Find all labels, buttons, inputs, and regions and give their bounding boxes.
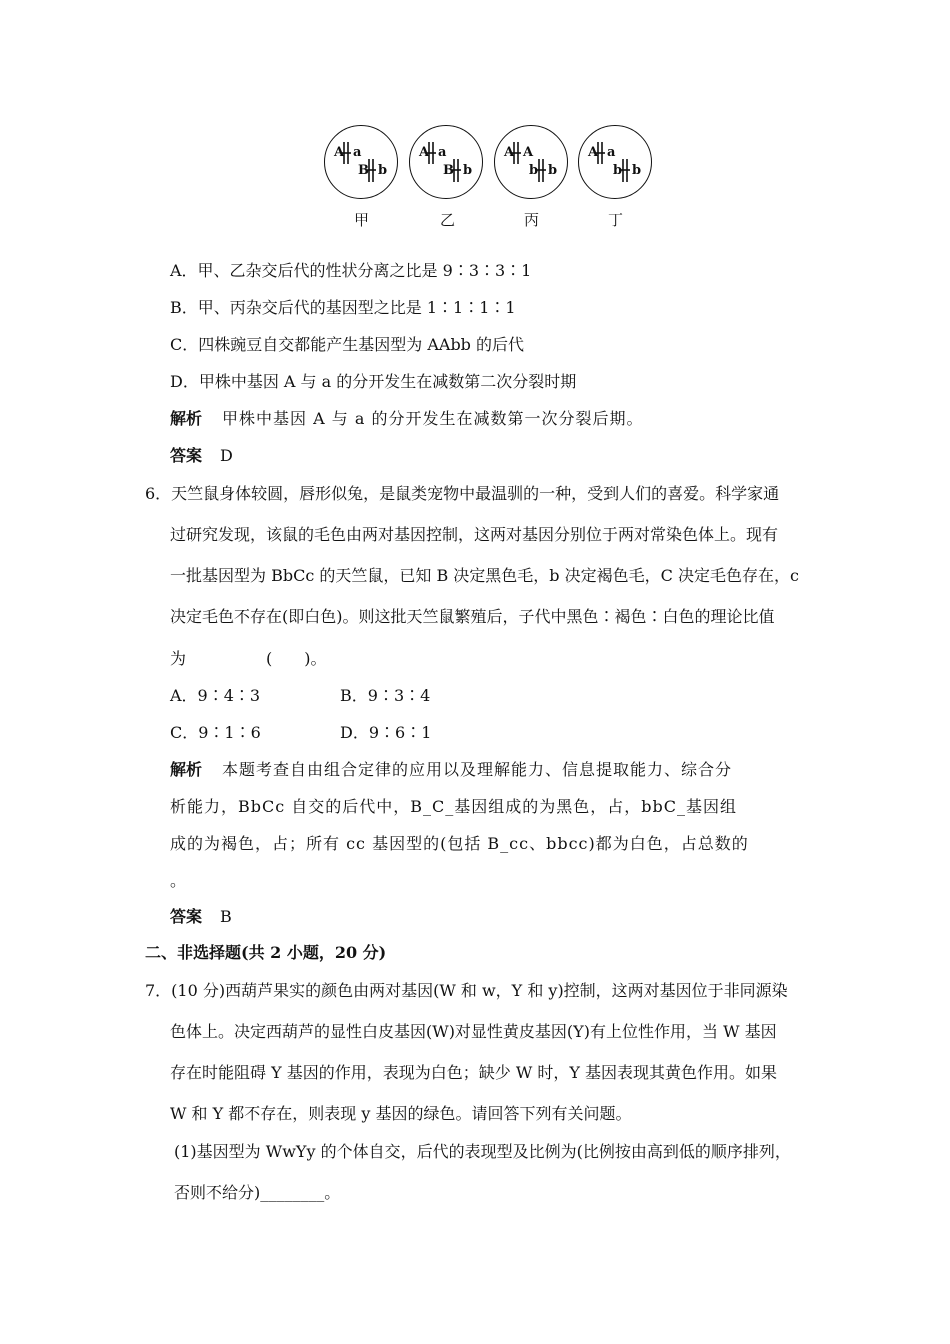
q6-stem-line: 6．天竺鼠身体较圆，唇形似兔，是鼠类宠物中最温驯的一种，受到人们的喜爱。科学家通 [145,484,780,503]
q7-sub1-line: (1)基因型为 WwYy 的个体自交，后代的表现型及比例为(比例按由高到低的顺序排列， [174,1142,791,1161]
cell-yi [409,125,483,199]
q7-stem-line: 存在时能阻碍 Y 基因的作用，表现为白色；缺少 W 时，Y 基因表现其黄色作用。如果 [170,1063,778,1082]
allele-label: a [438,145,447,160]
allele-label: b [378,163,388,178]
q5-option-d: D．甲株中基因 A 与 a 的分开发生在减数第二次分裂时期 [170,372,577,391]
allele-label: B [358,163,369,178]
allele-label: b [548,163,558,178]
q6-analysis [170,762,732,778]
q7-stem-line: 7．(10 分)西葫芦果实的颜色由两对基因(W 和 w，Y 和 y)控制，这两对基因位于非同源染 [145,981,788,1000]
analysis-text: 甲株中基因 A 与 a 的分开发生在减数第一次分裂后期。 [222,409,644,428]
analysis-text: 本题考查自由组合定律的应用以及理解能力、信息提取能力、综合分 [222,760,733,779]
q6-answer [170,909,232,925]
answer-label: 答案 [170,907,203,926]
cell-name: 乙 [440,211,456,229]
allele-label: b [613,163,623,178]
q6-analysis-line: 析能力，BbCc 自交的后代中，B_C_基因组成的为黑色，占，bbC_基因组 [170,797,738,816]
cell-name: 丙 [524,211,540,229]
allele-label: A [588,145,599,160]
answer-value: B [220,907,232,926]
allele-label: A [504,145,515,160]
allele-label: b [463,163,473,178]
analysis-label: 解析 [170,409,203,428]
cell-ding [578,125,652,199]
answer-label: 答案 [170,446,203,465]
cell-jia [324,125,398,199]
allele-label: B [443,163,454,178]
allele-label: A [523,145,534,160]
q6-analysis-line: 成的为褐色，占；所有 cc 基因型的(包括 B_cc、bbcc)都为白色，占总数的 [170,834,749,853]
analysis-label: 解析 [170,760,203,779]
section-heading: 二、非选择题(共 2 小题，20 分) [145,943,387,962]
q5-analysis [170,411,643,427]
q6-stem-line: 一批基因型为 BbCc 的天竺鼠，已知 B 决定黑色毛，b 决定褐色毛，C 决定毛色存在，c [170,566,799,585]
cell-bing [494,125,568,199]
allele-label: b [529,163,539,178]
allele-label: A [334,145,345,160]
q6-option-c: C．9∶1∶6 [170,723,261,742]
q6-option-a: A．9∶4∶3 [170,686,261,705]
q7-sub1-line: 否则不给分)________。 [174,1183,341,1202]
q5-answer [170,448,233,464]
q6-stem-line: 为 ( )。 [170,649,327,668]
q6-option-b: B．9∶3∶4 [340,686,431,705]
allele-label: a [353,145,362,160]
q7-stem-line: 色体上。决定西葫芦的显性白皮基因(W)对显性黄皮基因(Y)有上位性作用，当 W 基因 [170,1022,777,1041]
allele-label: A [419,145,430,160]
q5-option-b: B．甲、丙杂交后代的基因型之比是 1∶1∶1∶1 [170,298,516,317]
q5-option-a: A．甲、乙杂交后代的性状分离之比是 9∶3∶3∶1 [170,261,532,280]
q6-option-d: D．9∶6∶1 [340,723,432,742]
cell-name: 丁 [608,211,624,229]
allele-label: a [607,145,616,160]
q6-stem-line: 决定毛色不存在(即白色)。则这批天竺鼠繁殖后，子代中黑色∶褐色∶白色的理论比值 [170,607,775,626]
q6-analysis-line: 。 [170,871,187,890]
allele-label: b [632,163,642,178]
answer-value: D [220,446,233,465]
q5-option-c: C．四株豌豆自交都能产生基因型为 AAbb 的后代 [170,335,525,354]
q6-stem-line: 过研究发现，该鼠的毛色由两对基因控制，这两对基因分别位于两对常染色体上。现有 [170,525,779,544]
cell-name: 甲 [354,211,370,229]
q7-stem-line: W 和 Y 都不存在，则表现 y 基因的绿色。请回答下列有关问题。 [170,1104,632,1123]
